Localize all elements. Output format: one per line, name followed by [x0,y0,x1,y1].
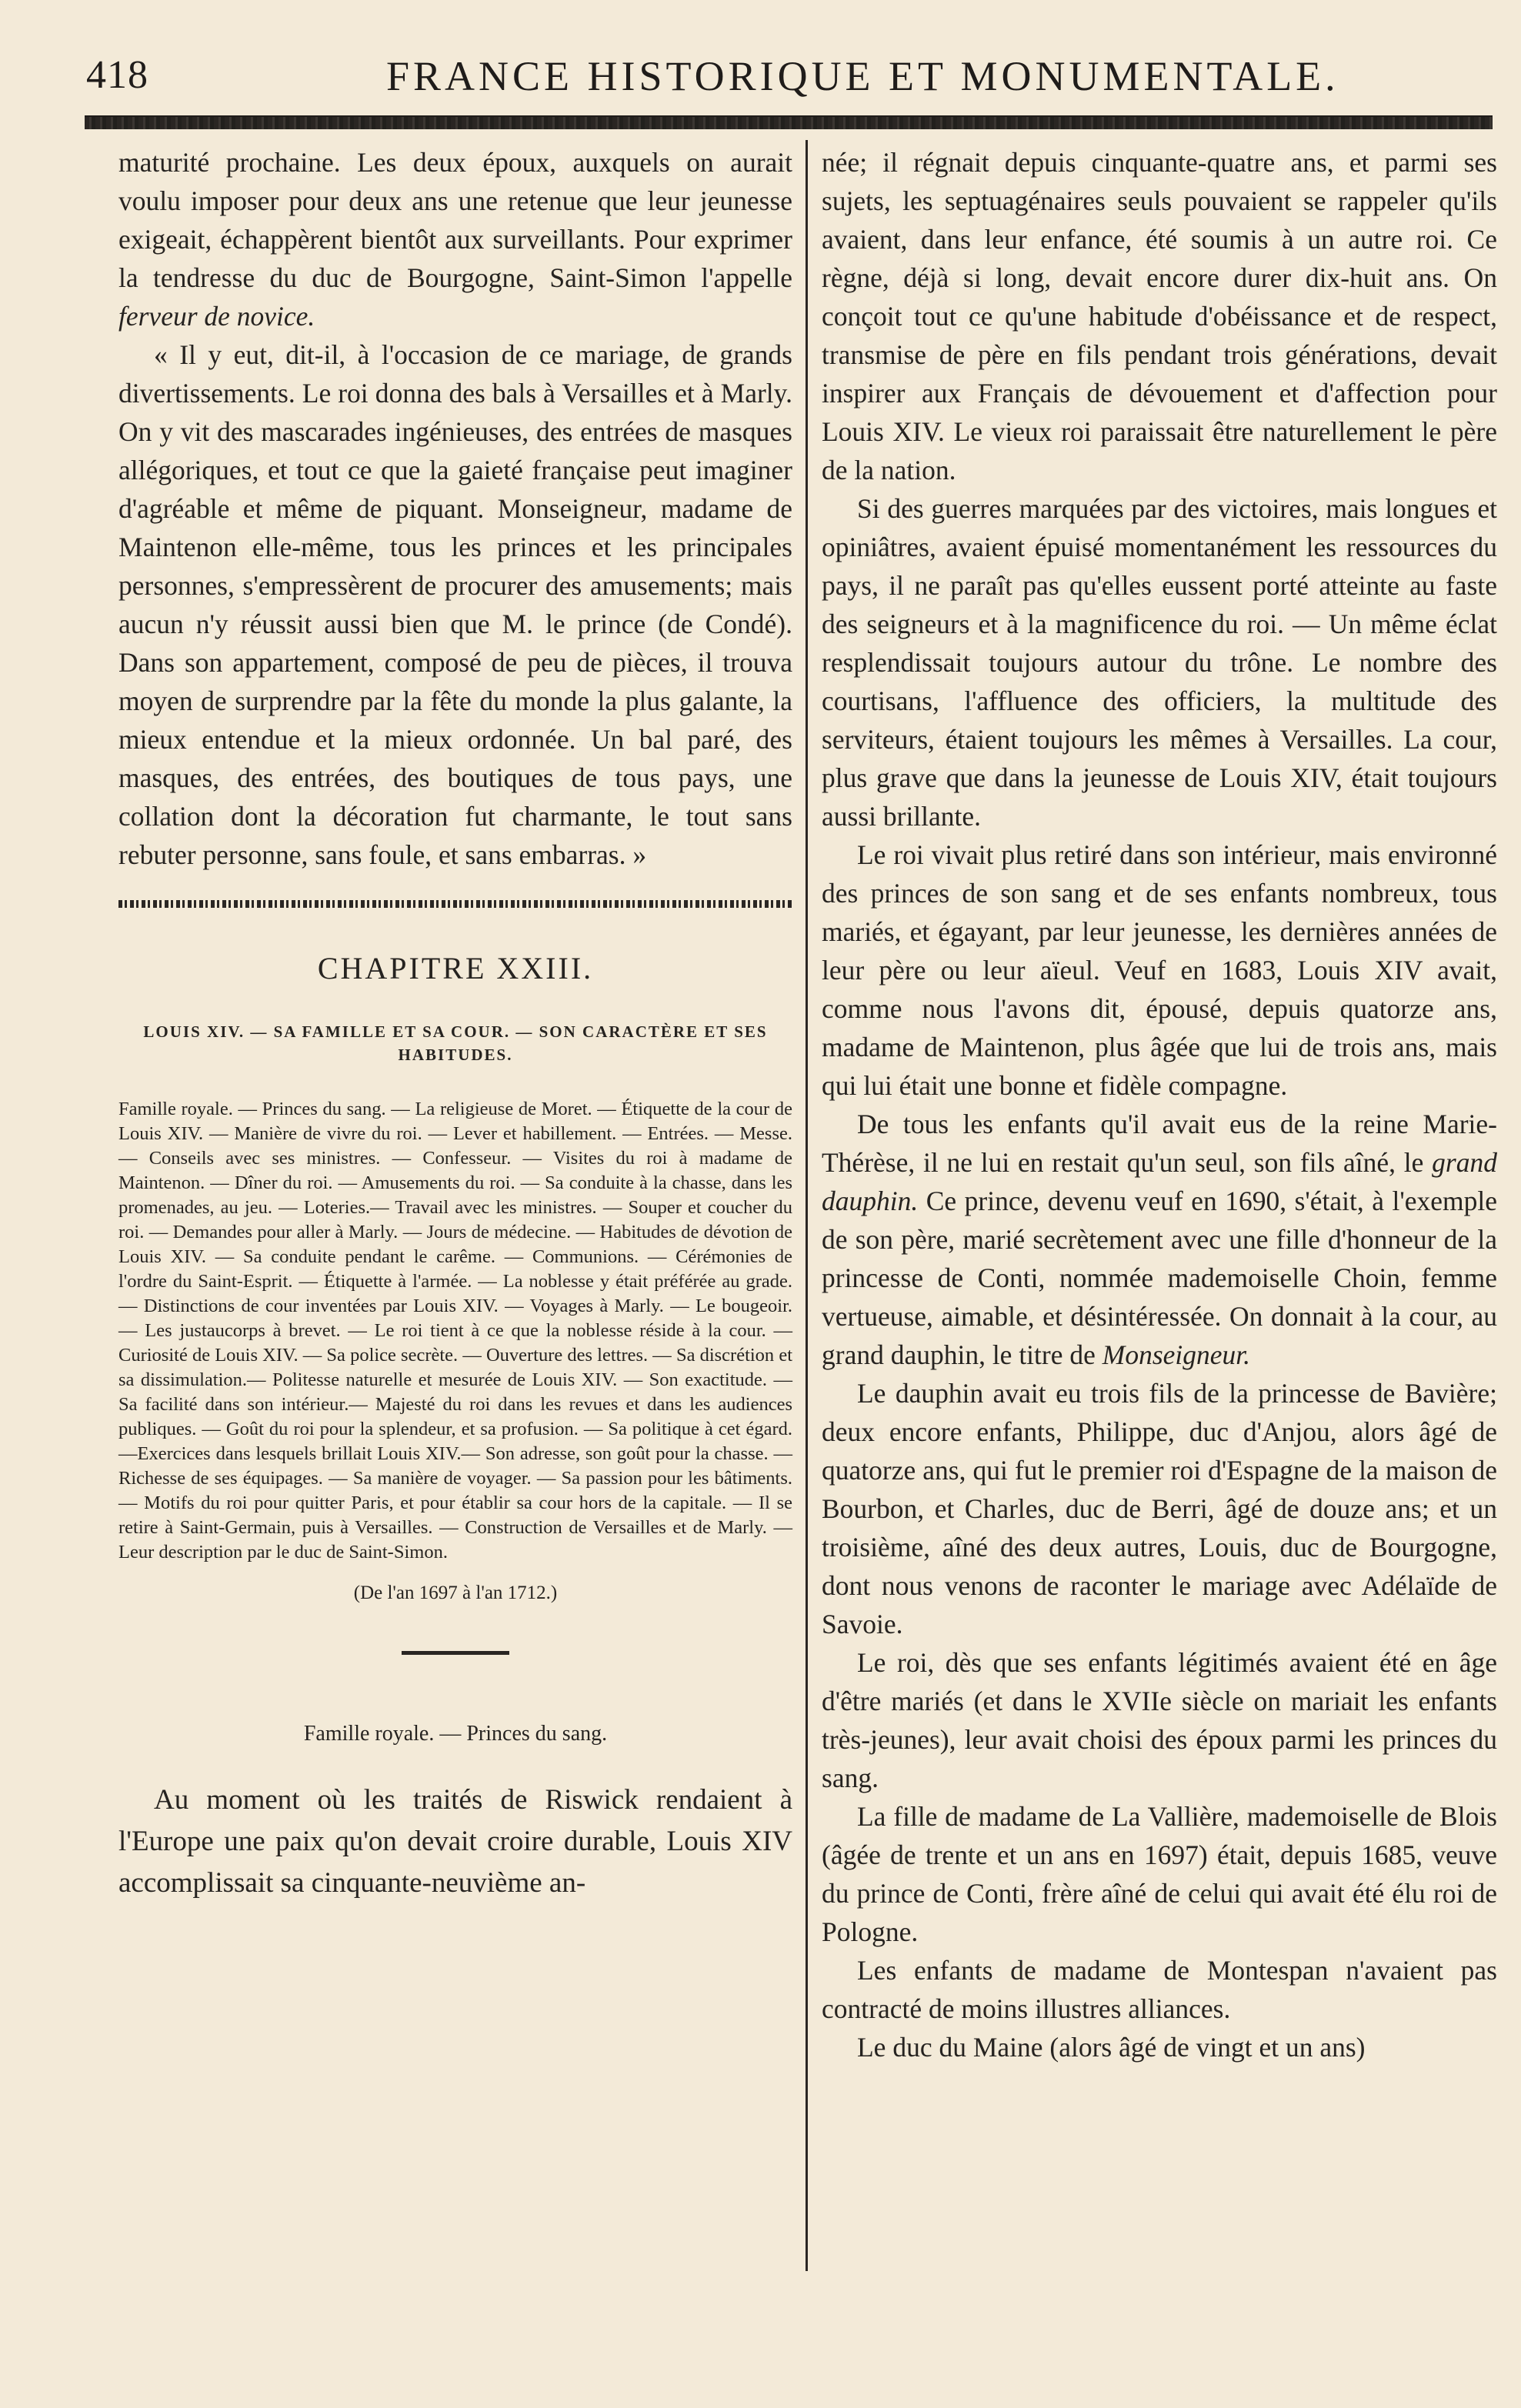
italic-phrase: Monseigneur. [1102,1339,1251,1370]
left-paragraph-2: « Il y eut, dit-il, à l'occasion de ce mariage, de grands divertissements. Le roi donna des bals à Versailles et à Marly. On y vit des mascarades ingénieuses, des entrées de masques allégoriques, et tout ce que la gaieté française peut imaginer d'agréable et même de piquant. Monseigneur, madame de Maintenon elle-même, tous les princes et les principales personnes, s'empressèrent de procurer des amusements; mais aucun n'y réussit aussi bien que M. le prince (de Condé). Dans son appartement, composé de peu de pièces, il trouva moyen de surprendre par la fête du monde la plus galante, la mieux entendue et la mieux ordonnée. Un bal paré, des masques, des entrées, des boutiques de tous pays, une collation dont la décoration fut charmante, le tout sans rebuter personne, sans foule, et sans embarras. » [118,339,792,870]
right-column [822,143,1497,2066]
right-paragraph-7: La fille de madame de La Vallière, mademoiselle de Blois (âgée de trente et un ans en 1697) était, depuis 1685, veuve du prince de Conti, frère aîné de celui qui avait été élu roi de Pologne. [822,1801,1497,1947]
left-paragraph-1: maturité prochaine. Les deux époux, auxquels on aurait voulu imposer pour deux ans une retenue que leur jeunesse exigeait, échappèrent bientôt aux surveillants. Pour exprimer la tendresse du duc de Bourgogne, Saint-Simon l'appelle ferveur de novice. [118,147,792,332]
chapter-subtitle: LOUIS XIV. — SA FAMILLE ET SA COUR. — SON CARACTÈRE ET SES HABITUDES. [143,1022,768,1064]
left-column [118,143,792,1904]
italic-phrase: grand dauphin. [822,1147,1497,1216]
right-paragraph-9: Le duc du Maine (alors âgé de vingt et un ans) [857,2032,1366,2063]
right-paragraph-5: Le dauphin avait eu trois fils de la princesse de Bavière; deux encore enfants, Philippe, duc d'Anjou, alors âgé de quatorze ans, qui fut le premier roi d'Espagne de la maison de Bourbon, et Charles, duc de Berri, âgé de douze ans; et un troisième, aîné des deux autres, Louis, duc de Bourgogne, dont nous venons de raconter le mariage avec Adélaïde de Savoie. [822,1378,1497,1639]
column-divider [806,140,808,2271]
italic-phrase: ferveur de novice. [118,301,315,332]
date-range: (De l'an 1697 à l'an 1712.) [353,1583,558,1603]
header-rule [85,115,1493,129]
chapter-summary: Famille royale. — Princes du sang. — La religieuse de Moret. — Étiquette de la cour de Louis XIV. — Manière de vivre du roi. — Lever et habillement. — Entrées. — Messe. — Conseils avec ses ministres. — Confesseur. — Visites du roi à madame de Maintenon. — Dîner du roi. — Amusements du roi. — Sa conduite à la chasse, dans les promenades, au jeu. — Loteries.— Travail avec les ministres. — Souper et coucher du roi. — Demandes pour aller à Marly. — Jours de médecine. — Habitudes de dévotion de Louis XIV. — Sa conduite pendant le carême. — Communions. — Cérémonies de l'ordre du Saint-Esprit. — Étiquette à l'armée. — La noblesse y était préférée au grade. — Distinctions de cour inventées par Louis XIV. — Voyages à Marly. — Le bougeoir. — Les justaucorps à brevet. — Le roi tient à ce que la noblesse réside à la cour. — Curiosité de Louis XIV. — Sa police secrète. — Ouverture des lettres. — Sa discrétion et sa dissimulation.— Politesse naturelle et mesurée de Louis XIV. — Son exactitude. — Sa facilité dans son intérieur.— Majesté du roi dans les revues et dans les audiences publiques. — Goût du roi pour la splendeur, et sa profusion. — Sa politique à cet égard.—Exercices dans lesquels brillait Louis XIV.— Son adresse, son goût pour la chasse. —Richesse de ses équipages. — Sa manière de voyager. — Sa passion pour les bâtiments. — Motifs du roi pour quitter Paris, et pour établir sa cour hors de la capitale. — Il se retire à Saint-Germain, puis à Versailles. — Construction de Versailles et de Marly. — Leur description par le duc de Saint-Simon. [118,1099,792,1563]
section-rule [402,1651,509,1655]
right-paragraph-8: Les enfants de madame de Montespan n'avaient pas contracté de moins illustres alliances. [822,1955,1497,2024]
page-header [86,52,1494,106]
right-paragraph-2: Si des guerres marquées par des victoires, mais longues et opiniâtres, avaient épuisé momentanément les ressources du pays, il ne paraît pas qu'elles eussent porté atteinte au faste des seigneurs et à la magnificence du roi. — Un même éclat resplendissait toujours autour du trône. Le nombre des courtisans, l'affluence des officiers, la multitude des serviteurs, étaient toujours les mêmes à Versailles. La cour, plus grave que dans la jeunesse de Louis XIV, était toujours aussi brillante. [822,493,1497,832]
chapter-title: CHAPITRE XXIII. [317,951,594,986]
section-title: Famille royale. — Princes du sang. [303,1722,608,1746]
right-paragraph-6: Le roi, dès que ses enfants légitimés avaient été en âge d'être mariés (et dans le XVIIe siècle on mariait les enfants très-jeunes), leur avait choisi des époux parmi les princes du sang. [822,1647,1497,1793]
left-paragraph-3: Au moment où les traités de Riswick rendaient à l'Europe une paix qu'on devait croire durable, Louis XIV accomplissait sa cinquante-neuvième an- [118,1784,792,1899]
page-number: 418 [86,53,148,97]
running-title: FRANCE HISTORIQUE ET MONUMENTALE. [386,53,1339,99]
right-paragraph-1: née; il régnait depuis cinquante-quatre ans, et parmi ses sujets, les septuagénaires seuls pouvaient se rappeler qu'ils avaient, dans leur enfance, été soumis à un autre roi. Ce règne, déjà si long, devait encore durer dix-huit ans. On conçoit tout ce qu'une habitude d'obéissance et de respect, transmise de père en fils pendant trois générations, devait inspirer aux Français de dévouement et d'affection pour Louis XIV. Le vieux roi paraissait être naturellement le père de la nation. [822,147,1497,485]
right-paragraph-3: Le roi vivait plus retiré dans son intérieur, mais environné des princes de son sang et de ses enfants nombreux, tous mariés, et égayant, par leur jeunesse, les dernières années de leur père ou leur aïeul. Veuf en 1683, Louis XIV avait, comme nous l'avons dit, épousé, depuis quatorze ans, madame de Maintenon, plus âgée que lui de trois ans, mais qui lui était une bonne et fidèle compagne. [822,839,1497,1101]
right-paragraph-4: De tous les enfants qu'il avait eus de la reine Marie-Thérèse, il ne lui en restait qu'un seul, son fils aîné, le grand dauphin. Ce prince, devenu veuf en 1690, s'était, à l'exemple de son père, marié secrètement avec une fille d'honneur de la princesse de Conti, nommée mademoiselle Choin, femme vertueuse, aimable, et désintéressée. On donnait à la cour, au grand dauphin, le titre de Monseigneur. [822,1109,1497,1370]
ornament-rule [118,900,792,908]
